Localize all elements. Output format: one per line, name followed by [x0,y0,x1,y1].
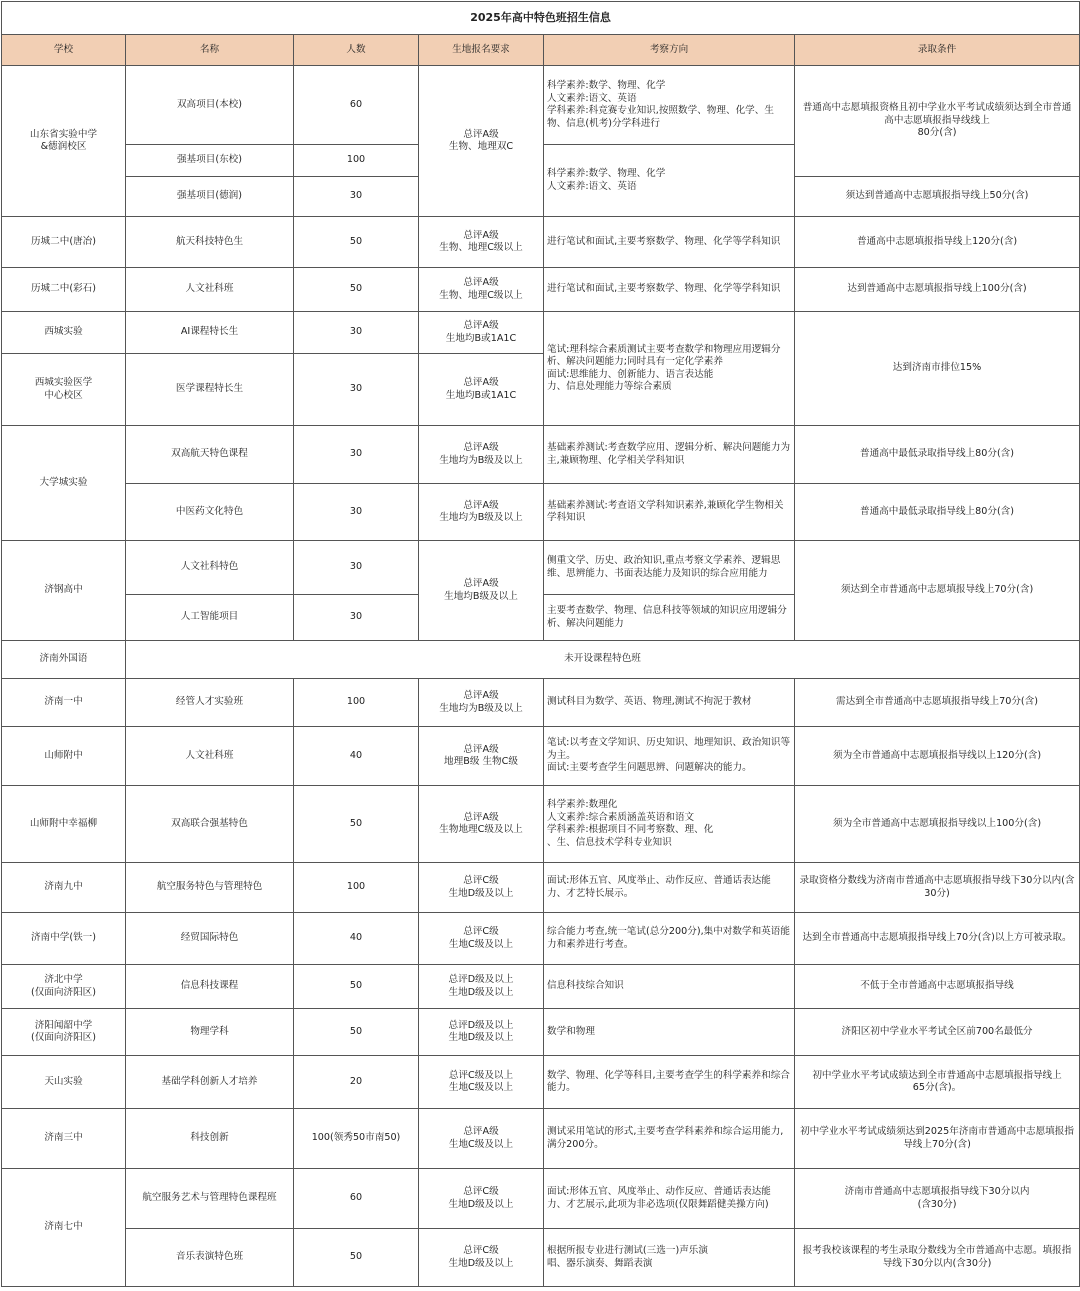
direction-cell: 测试科目为数学、英语、物理,测试不拘泥于教材 [544,679,795,727]
requirement-cell: 总评D级及以上 生地D级及以上 [419,1009,544,1056]
count-cell: 20 [294,1056,419,1109]
requirement-cell: 总评A级 生物、地理C级以上 [419,217,544,268]
direction-cell: 进行笔试和面试,主要考察数学、物理、化学等学科知识 [544,217,795,268]
direction-cell: 面试:形体五官、风度举止、动作反应、普通话表达能 力、才艺特长展示。 [544,863,795,913]
admission-cell: 达到全市普通高中志愿填报指导线上70分(含)以上方可被录取。 [795,913,1080,965]
direction-cell: 进行笔试和面试,主要考察数学、物理、化学等学科知识 [544,268,795,312]
program-name-cell: 信息科技课程 [126,965,294,1009]
header-count: 人数 [294,35,419,66]
direction-cell: 面试:形体五官、风度举止、动作反应、普通话表达能 力、才艺展示,此项为非必选项(仅限舞蹈健美操方向) [544,1169,795,1229]
count-cell: 50 [294,1229,419,1287]
program-name-cell: 经管人才实验班 [126,679,294,727]
admission-cell: 须为全市普通高中志愿填报指导线以上120分(含) [795,727,1080,786]
program-name-cell: 基础学科创新人才培养 [126,1056,294,1109]
admission-cell: 达到普通高中志愿填报指导线上100分(含) [795,268,1080,312]
program-name-cell: 双高联合强基特色 [126,786,294,863]
count-cell: 60 [294,1169,419,1229]
requirement-cell: 总评A级 生地C级及以上 [419,1109,544,1169]
program-name-cell: 科技创新 [126,1109,294,1169]
table-row [2,426,1080,484]
table-row [2,268,1080,312]
school-cell: 历城二中(彩石) [2,268,126,312]
requirement-cell: 总评A级 生地均B或1A1C [419,312,544,354]
requirement-cell: 总评A级 生地均为B级及以上 [419,426,544,484]
school-cell: 济钢高中 [2,541,126,641]
direction-cell: 科学素养:数理化 人文素养:综合素质涵盖英语和语文 学科素养:根据项目不同考察数、理、化 、生、信息技术学科专业知识 [544,786,795,863]
table-row [2,484,1080,541]
header-requirement: 生地报名要求 [419,35,544,66]
header-name: 名称 [126,35,294,66]
direction-cell: 笔试:理科综合素质测试主要考查数学和物理应用逻辑分析、解决问题能力;同时具有一定化学素养 面试:思维能力、创新能力、语言表达能 力、信息处理能力等综合素质 [544,312,795,426]
requirement-cell: 总评A级 地理B级 生物C级 [419,727,544,786]
school-cell: 大学城实验 [2,426,126,541]
school-cell: 历城二中(唐冶) [2,217,126,268]
table-row [2,66,1080,145]
program-name-cell: 医学课程特长生 [126,354,294,426]
count-cell: 30 [294,354,419,426]
school-cell: 西城实验 [2,312,126,354]
count-cell: 100 [294,145,419,177]
admission-cell: 须达到全市普通高中志愿填报导线上70分(含) [795,541,1080,641]
count-cell: 50 [294,965,419,1009]
school-cell: 山东省实验中学 &德润校区 [2,66,126,217]
program-name-cell: 航空服务特色与管理特色 [126,863,294,913]
count-cell: 60 [294,66,419,145]
program-name-cell: 人文社科特色 [126,541,294,595]
count-cell: 30 [294,484,419,541]
admission-cell: 不低于全市普通高中志愿填报指导线 [795,965,1080,1009]
school-cell: 济北中学 (仅面向济阳区) [2,965,126,1009]
direction-cell: 主要考查数学、物理、信息科技等领域的知识应用逻辑分析、解决问题能力 [544,595,795,641]
program-name-cell: 双高航天特色课程 [126,426,294,484]
program-name-cell: 人文社科班 [126,727,294,786]
direction-cell: 科学素养:数学、物理、化学 人文素养:语文、英语 学科素养:科竞赛专业知识,按照数学、物理、化学、生物、信息(机考)分学科进行 [544,66,795,145]
program-name-cell: 经贸国际特色 [126,913,294,965]
count-cell: 50 [294,268,419,312]
requirement-cell: 总评C级 生地D级及以上 [419,863,544,913]
table-row [2,965,1080,1009]
program-name-cell: 物理学科 [126,1009,294,1056]
program-name-cell: 双高项目(本校) [126,66,294,145]
requirement-cell: 总评A级 生地均为B级及以上 [419,484,544,541]
requirement-cell: 总评C级 生地C级及以上 [419,913,544,965]
direction-cell: 测试采用笔试的形式,主要考查学科素养和综合运用能力,满分200分。 [544,1109,795,1169]
admission-cell: 普通高中最低录取指导线上80分(含) [795,426,1080,484]
direction-cell: 根据所报专业进行测试(三选一)声乐演 唱、器乐演奏、舞蹈表演 [544,1229,795,1287]
school-cell: 天山实验 [2,1056,126,1109]
direction-cell: 侧重文学、历史、政治知识,重点考察文学素养、逻辑思维、思辨能力、书面表达能力及知识的综合应用能力 [544,541,795,595]
table-row [2,641,1080,679]
requirement-cell: 总评D级及以上 生地D级及以上 [419,965,544,1009]
direction-cell: 数学和物理 [544,1009,795,1056]
program-name-cell: 航空服务艺术与管理特色课程班 [126,1169,294,1229]
table-row [2,1009,1080,1056]
direction-cell: 科学素养:数学、物理、化学 人文素养:语文、英语 [544,145,795,217]
requirement-cell: 总评A级 生地均为B级及以上 [419,679,544,727]
program-name-cell: 音乐表演特色班 [126,1229,294,1287]
table-row [2,679,1080,727]
admission-cell: 报考我校该课程的考生录取分数线为全市普通高中志愿。填报指导线下30分以内(含30分) [795,1229,1080,1287]
requirement-cell: 总评C级及以上 生地C级及以上 [419,1056,544,1109]
direction-cell: 笔试:以考查文学知识、历史知识、地理知识、政治知识等为主。 面试:主要考查学生问题思辨、问题解决的能力。 [544,727,795,786]
direction-cell: 数学、物理、化学等科目,主要考查学生的科学素养和综合能力。 [544,1056,795,1109]
table-row [2,1229,1080,1287]
table-row [2,1109,1080,1169]
header-admission: 录取条件 [795,35,1080,66]
school-cell: 济南中学(铁一) [2,913,126,965]
requirement-cell: 总评A级 生物、地理双C [419,66,544,217]
note-cell: 未开设课程特色班 [126,641,1080,679]
school-cell: 济南九中 [2,863,126,913]
school-cell: 山师附中幸福柳 [2,786,126,863]
count-cell: 30 [294,177,419,217]
table-row [2,913,1080,965]
count-cell: 40 [294,913,419,965]
header-school: 学校 [2,35,126,66]
program-name-cell: 人工智能项目 [126,595,294,641]
school-cell: 济阳闻韶中学 (仅面向济阳区) [2,1009,126,1056]
program-name-cell: 中医药文化特色 [126,484,294,541]
direction-cell: 信息科技综合知识 [544,965,795,1009]
admission-cell: 济阳区初中学业水平考试全区前700名最低分 [795,1009,1080,1056]
requirement-cell: 总评A级 生物、地理C级以上 [419,268,544,312]
table-header-row [2,35,1080,66]
count-cell: 50 [294,786,419,863]
table-row [2,863,1080,913]
admission-cell: 须达到普通高中志愿填报指导线上50分(含) [795,177,1080,217]
school-cell: 济南三中 [2,1109,126,1169]
program-name-cell: AI课程特长生 [126,312,294,354]
table-row [2,217,1080,268]
admission-table [1,1,1080,1287]
admission-cell: 普通高中最低录取指导线上80分(含) [795,484,1080,541]
count-cell: 50 [294,217,419,268]
admission-cell: 普通高中志愿填报资格且初中学业水平考试成绩须达到全市普通高中志愿填报指导线线上 80分(含) [795,66,1080,177]
count-cell: 40 [294,727,419,786]
requirement-cell: 总评C级 生地D级及以上 [419,1169,544,1229]
table-row [2,727,1080,786]
count-cell: 100 [294,863,419,913]
table-row [2,312,1080,354]
program-name-cell: 强基项目(德润) [126,177,294,217]
requirement-cell: 总评A级 生地均B级及以上 [419,541,544,641]
school-cell: 山师附中 [2,727,126,786]
admission-cell: 需达到全市普通高中志愿填报指导线上70分(含) [795,679,1080,727]
table-row [2,1056,1080,1109]
table-title: 2025年高中特色班招生信息 [2,2,1080,35]
direction-cell: 综合能力考查,统一笔试(总分200分),集中对数学和英语能力和素养进行考查。 [544,913,795,965]
admission-cell: 达到济南市排位15% [795,312,1080,426]
direction-cell: 基础素养测试:考查数学应用、逻辑分析、解决问题能力为主,兼顾物理、化学相关学科知识 [544,426,795,484]
admission-cell: 普通高中志愿填报指导线上120分(含) [795,217,1080,268]
admission-cell: 须为全市普通高中志愿填报指导线以上100分(含) [795,786,1080,863]
count-cell: 100 [294,679,419,727]
admission-cell: 济南市普通高中志愿填报指导线下30分以内 (含30分) [795,1169,1080,1229]
school-cell: 济南一中 [2,679,126,727]
admission-cell: 初中学业水平考试成绩须达到2025年济南市普通高中志愿填报指导线上70分(含) [795,1109,1080,1169]
program-name-cell: 强基项目(东校) [126,145,294,177]
table-row [2,1169,1080,1229]
school-cell: 西城实验医学 中心校区 [2,354,126,426]
table-row [2,786,1080,863]
header-direction: 考察方向 [544,35,795,66]
school-cell: 济南外国语 [2,641,126,679]
count-cell: 30 [294,426,419,484]
admission-cell: 录取资格分数线为济南市普通高中志愿填报指导线下30分以内(含30分) [795,863,1080,913]
requirement-cell: 总评A级 生地均B或1A1C [419,354,544,426]
requirement-cell: 总评C级 生地D级及以上 [419,1229,544,1287]
direction-cell: 基础素养测试:考查语文学科知识素养,兼顾化学生物相关学科知识 [544,484,795,541]
count-cell: 30 [294,312,419,354]
requirement-cell: 总评A级 生物地理C级及以上 [419,786,544,863]
admission-cell: 初中学业水平考试成绩达到全市普通高中志愿填报指导线上 65分(含)。 [795,1056,1080,1109]
count-cell: 30 [294,541,419,595]
program-name-cell: 航天科技特色生 [126,217,294,268]
program-name-cell: 人文社科班 [126,268,294,312]
count-cell: 50 [294,1009,419,1056]
table-row [2,541,1080,595]
school-cell: 济南七中 [2,1169,126,1287]
count-cell: 30 [294,595,419,641]
count-cell: 100(领秀50市南50) [294,1109,419,1169]
